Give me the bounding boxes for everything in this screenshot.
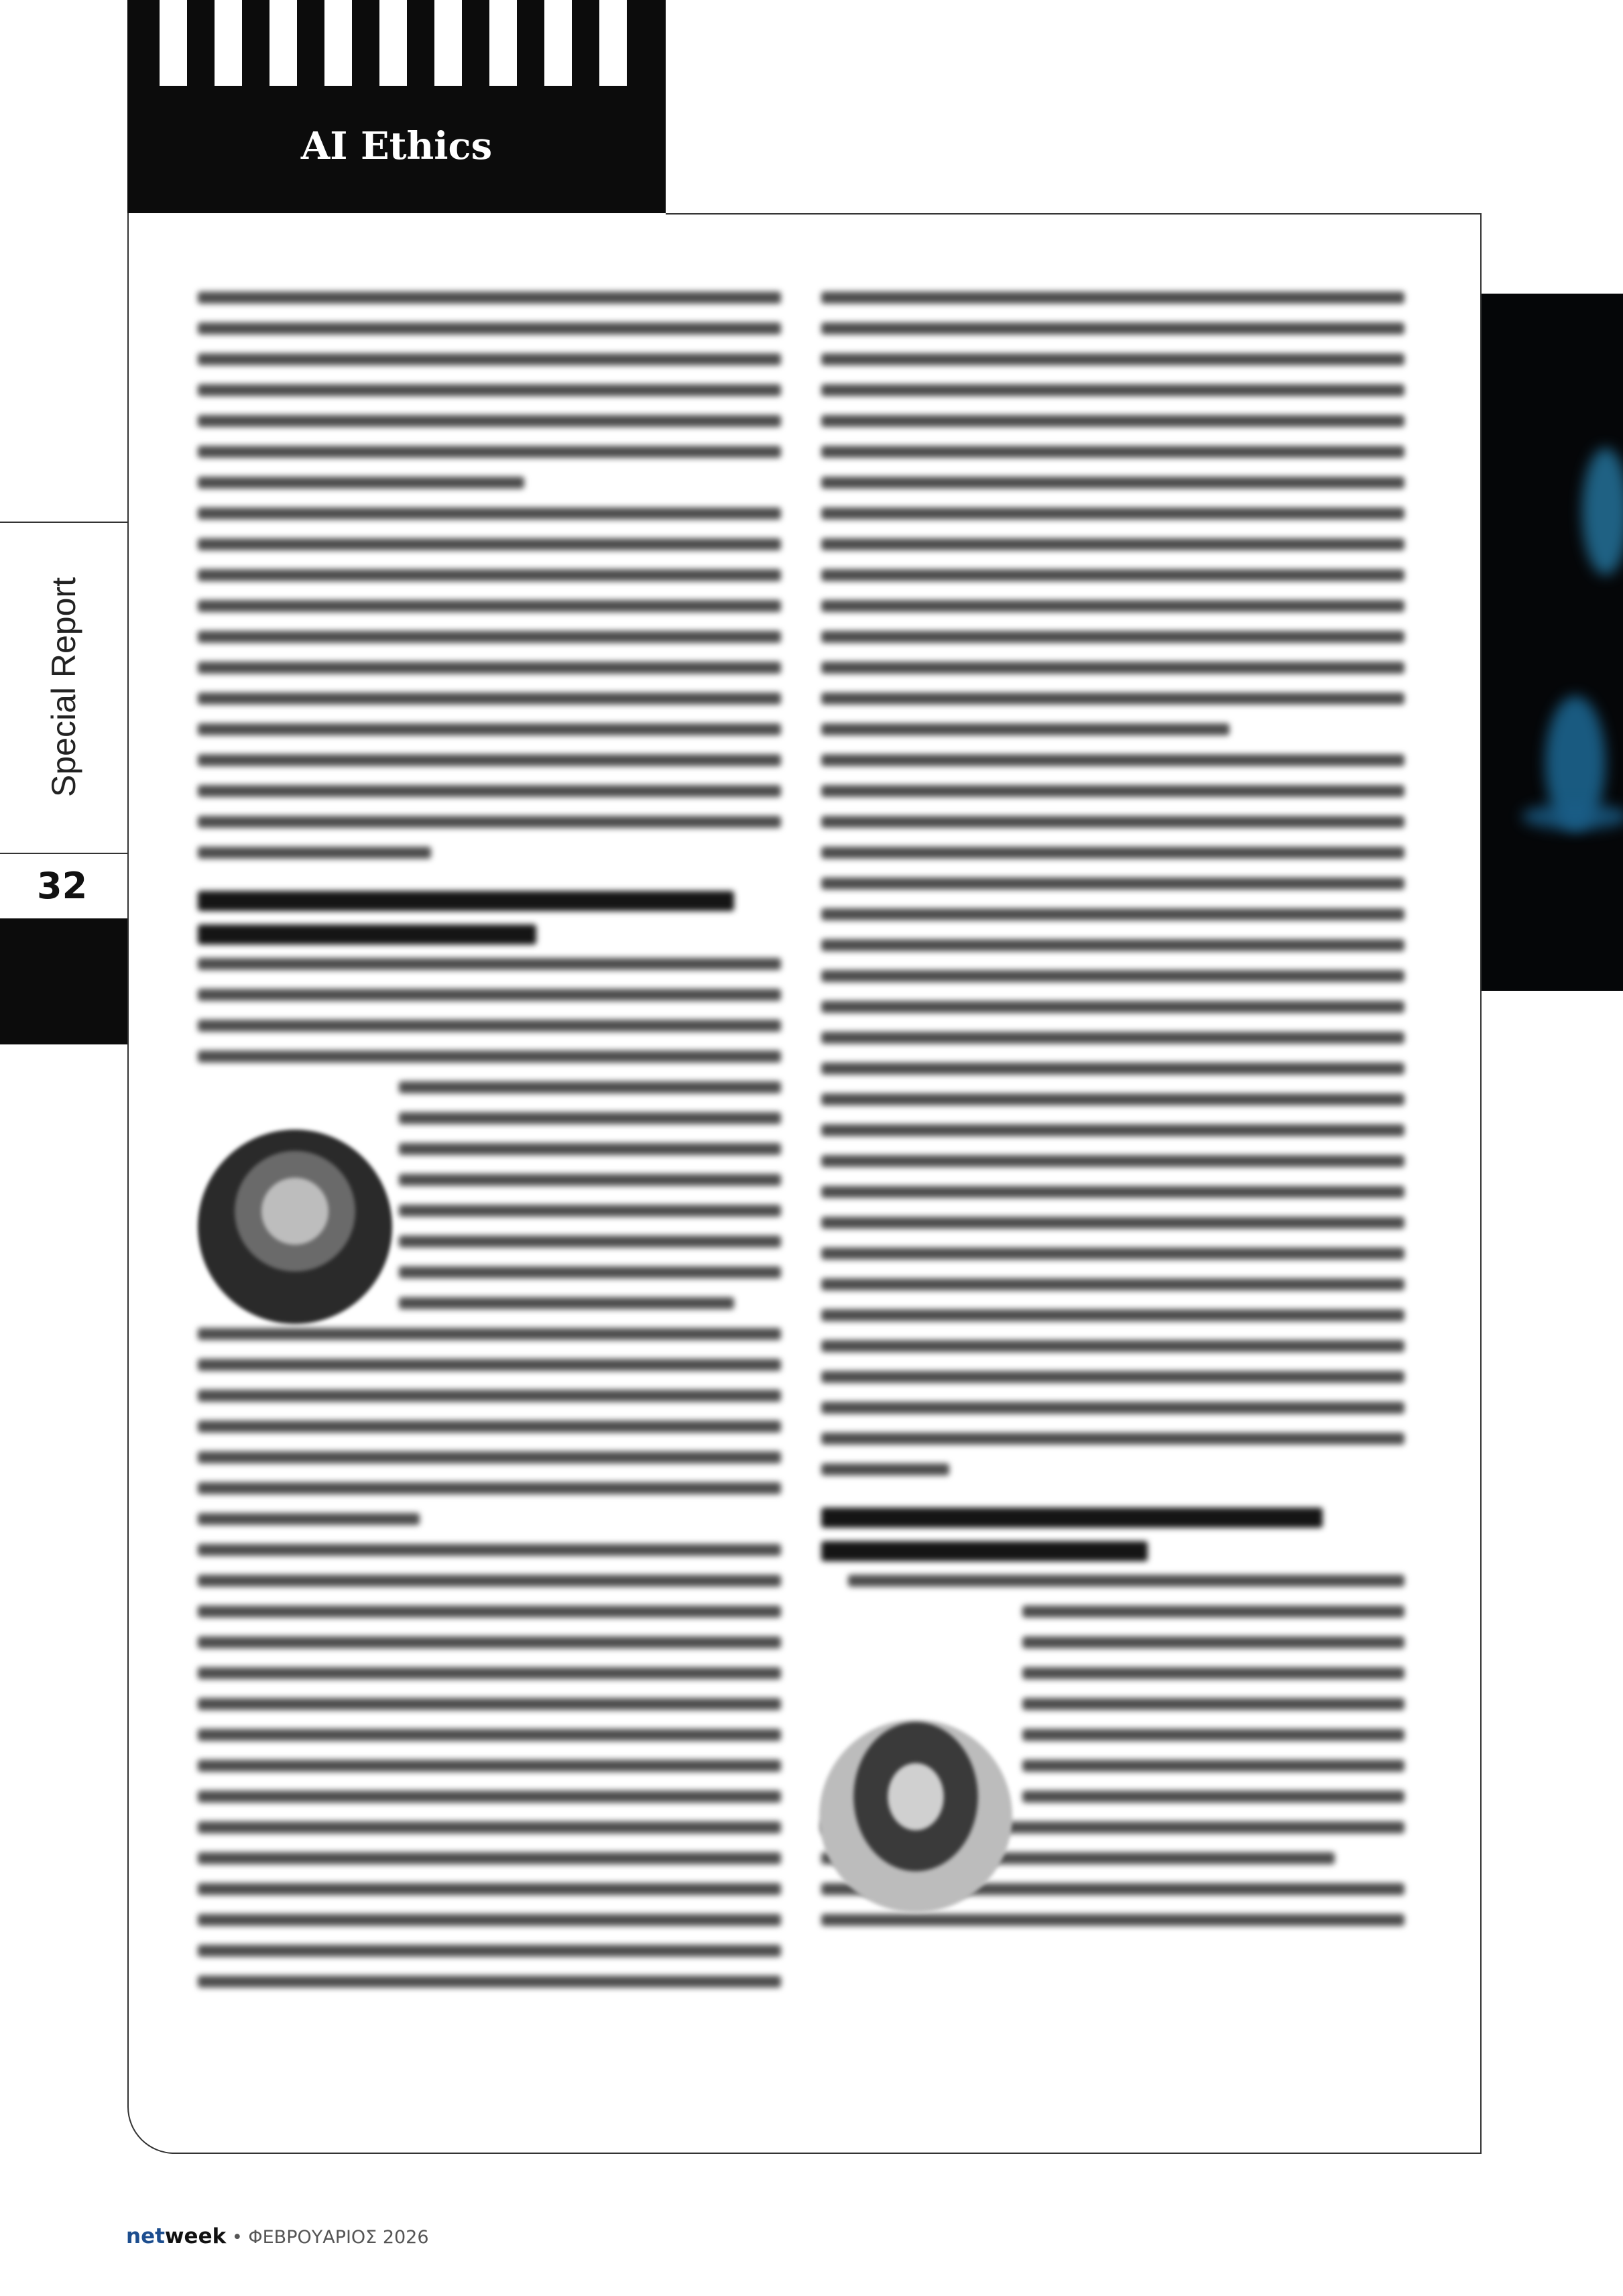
sidebar-divider-top — [0, 522, 127, 523]
special-report-label: Special Report — [45, 577, 82, 797]
article-column-right — [821, 292, 1404, 1945]
netweek-logo: netweek — [126, 2224, 227, 2248]
footer-separator: • — [231, 2227, 243, 2248]
section-title: AI Ethics — [300, 124, 493, 168]
page-number: 32 — [37, 865, 88, 907]
sidebar-black-block — [0, 918, 127, 1044]
article-frame-top-border — [666, 213, 1482, 215]
sidebar-divider-bottom — [0, 853, 127, 854]
justice-scales-photo — [1482, 294, 1623, 991]
author-portrait-1 — [198, 1130, 392, 1324]
issue-date: ΦΕΒΡΟΥΑΡΙΟΣ 2026 — [248, 2227, 429, 2248]
page-footer — [126, 2224, 429, 2248]
author-portrait-2 — [819, 1719, 1012, 1913]
header-stripes — [160, 0, 633, 86]
